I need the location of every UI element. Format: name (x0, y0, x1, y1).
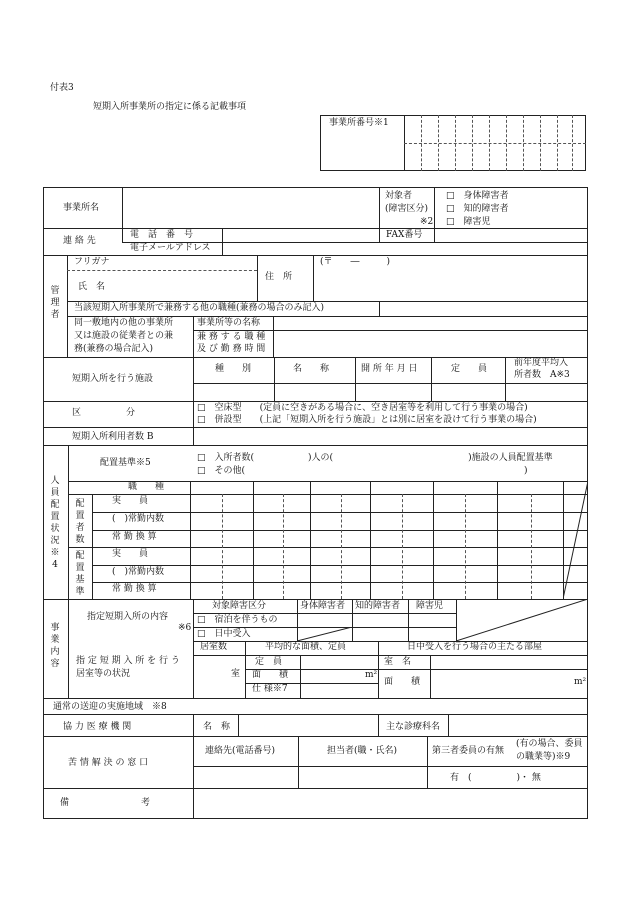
division-label: 区 分 (72, 408, 136, 418)
manager-label: 管理者 (50, 286, 60, 320)
remarks-label: 備 考 (60, 798, 151, 808)
third-party-yes-no[interactable]: 有 ( )・ 無 (450, 773, 541, 783)
appendix-label: 付表3 (50, 83, 74, 93)
contact-label: 連 絡 先 (63, 236, 96, 246)
users-label: 短期入所利用者数 B (72, 432, 154, 442)
complaint-label: 苦 情 解 決 の 窓 口 (68, 758, 149, 768)
business-label: 事業内容 (50, 623, 60, 669)
document-title: 短期入所事業所の指定に係る記載事項 (93, 102, 247, 112)
standard-residents-checkbox[interactable]: □ 入所者数( )人の( )施設の人員配置基準 (197, 453, 553, 463)
business-diagonal (456, 599, 588, 641)
facility-label: 短期入所を行う施設 (72, 374, 154, 384)
division-combined-checkbox[interactable]: □ 併設型 (上記「短期入所を行う施設」とは別に居室を設けて行う事業の場合) (197, 415, 537, 425)
transport-label: 通常の送迎の実施地域 ※8 (53, 702, 167, 712)
with-lodging-checkbox[interactable]: □ 宿泊を伴うもの (197, 615, 278, 625)
target-intellectual-checkbox[interactable]: □ 知的障害者 (446, 204, 509, 214)
medical-label: 協 力 医 療 機 関 (63, 722, 132, 732)
division-empty-bed-checkbox[interactable]: □ 空床型 (定員に空きがある場合に、空き居室等を利用して行う事業の場合) (197, 403, 528, 413)
day-only-checkbox[interactable]: □ 日中受入 (197, 629, 251, 639)
standard-other-checkbox[interactable]: □ その他( ) (197, 466, 528, 476)
staff-diagonal (563, 481, 588, 599)
target-child-checkbox[interactable]: □ 障害児 (446, 217, 491, 227)
office-name-label: 事業所名 (63, 203, 100, 213)
office-number-label: 事業所番号※1 (329, 118, 389, 128)
dayonly-diagonal (297, 627, 408, 641)
target-physical-checkbox[interactable]: □ 身体障害者 (446, 191, 509, 201)
staff-label: 人員配置状況※4 (50, 476, 60, 570)
